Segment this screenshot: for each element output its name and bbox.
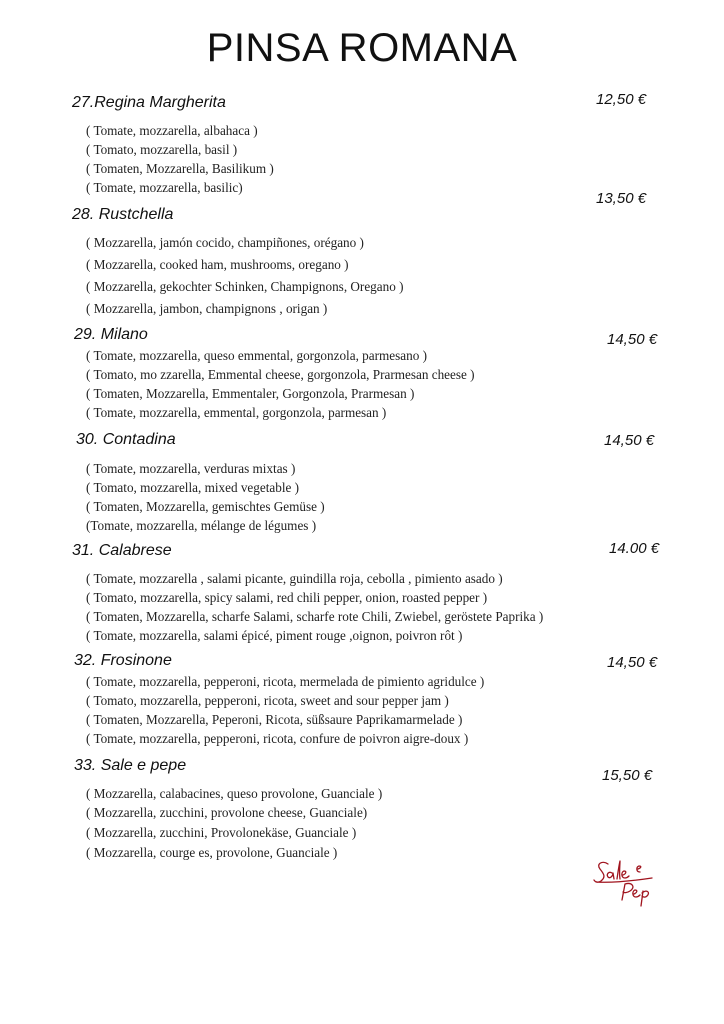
- item-description-line: ( Tomato, mozzarella, basil ): [86, 142, 238, 157]
- item-name: 32. Frosinone: [74, 652, 172, 669]
- item-description-line: ( Tomate, mozzarella, basilic): [86, 180, 243, 195]
- item-description-line: ( Tomate, mozzarella, pepperoni, ricota, confure de poivron aigre-doux ): [86, 731, 469, 746]
- item-description-line: ( Tomate, mozzarella, salami épicé, piment rouge ,oignon, poivron rôt ): [86, 628, 463, 643]
- item-description-line: ( Mozzarella, gekochter Schinken, Champignons, Oregano ): [86, 279, 404, 294]
- item-description-line: ( Tomate, mozzarella, verduras mixtas ): [86, 461, 296, 476]
- item-price: 14,50 €: [604, 432, 655, 449]
- item-description-line: ( Tomate, mozzarella, pepperoni, ricota, mermelada de pimiento agridulce ): [86, 674, 485, 689]
- item-description-line: ( Tomato, mozzarella, pepperoni, ricota, sweet and sour pepper jam ): [86, 693, 449, 708]
- item-name: 30. Contadina: [76, 431, 176, 448]
- item-description-line: ( Tomate, mozzarella, queso emmental, gorgonzola, parmesano ): [86, 348, 427, 363]
- item-description-line: ( Tomaten, Mozzarella, Basilikum ): [86, 161, 274, 176]
- item-price: 14.00 €: [609, 540, 660, 557]
- item-description-line: ( Mozzarella, cooked ham, mushrooms, oregano ): [86, 257, 349, 272]
- item-description-line: ( Mozzarella, jamón cocido, champiñones, orégano ): [86, 235, 364, 250]
- item-name: 33. Sale e pepe: [74, 757, 187, 774]
- item-description-line: ( Tomaten, Mozzarella, Emmentaler, Gorgonzola, Prarmesan ): [86, 386, 415, 401]
- item-description-line: ( Tomaten, Mozzarella, Peperoni, Ricota, süßsaure Paprikamarmelade ): [86, 712, 463, 727]
- item-description-line: ( Mozzarella, zucchini, provolone cheese, Guanciale): [86, 805, 368, 820]
- item-description-line: ( Tomaten, Mozzarella, gemischtes Gemüse ): [86, 499, 325, 514]
- sale-e-pepe-logo: [592, 856, 658, 908]
- item-description-line: ( Mozzarella, zucchini, Provolonekäse, Guanciale ): [86, 825, 357, 840]
- item-description-line: ( Mozzarella, calabacines, queso provolone, Guanciale ): [86, 786, 383, 801]
- item-description-line: (Tomate, mozzarella, mélange de légumes ): [86, 518, 317, 533]
- item-description-line: ( Mozzarella, courge es, provolone, Guanciale ): [86, 845, 338, 860]
- item-name: 31. Calabrese: [72, 542, 172, 559]
- item-description-line: ( Tomate, mozzarella, albahaca ): [86, 123, 258, 138]
- item-description-line: ( Tomato, mozzarella, mixed vegetable ): [86, 480, 300, 495]
- item-price: 14,50 €: [607, 331, 658, 348]
- item-price: 14,50 €: [607, 654, 658, 671]
- item-description-line: ( Tomato, mo zzarella, Emmental cheese, gorgonzola, Prarmesan cheese ): [86, 367, 475, 382]
- item-description-line: ( Mozzarella, jambon, champignons , origan ): [86, 301, 328, 316]
- item-name: 28. Rustchella: [72, 206, 174, 223]
- page-title: PINSA ROMANA: [206, 26, 518, 70]
- item-price: 12,50 €: [596, 91, 647, 108]
- item-description-line: ( Tomate, mozzarella , salami picante, guindilla roja, cebolla , pimiento asado ): [86, 571, 503, 586]
- item-description-line: ( Tomato, mozzarella, spicy salami, red chili pepper, onion, roasted pepper ): [86, 590, 488, 605]
- item-name: 27.Regina Margherita: [72, 94, 226, 111]
- item-name: 29. Milano: [74, 326, 148, 343]
- item-price: 15,50 €: [602, 767, 653, 784]
- item-description-line: ( Tomate, mozzarella, emmental, gorgonzola, parmesan ): [86, 405, 387, 420]
- item-price: 13,50 €: [596, 190, 647, 207]
- item-description-line: ( Tomaten, Mozzarella, scharfe Salami, scharfe rote Chili, Zwiebel, geröstete Paprika ): [86, 609, 544, 624]
